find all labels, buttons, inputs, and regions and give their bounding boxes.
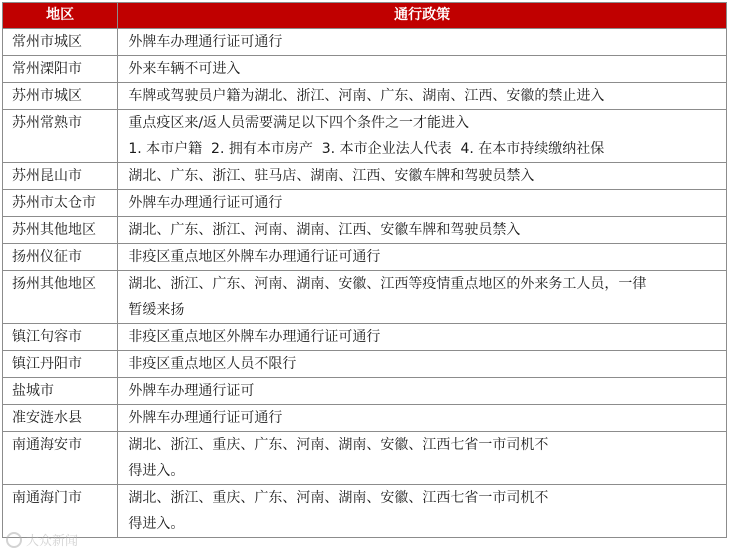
policy-cell: 外牌车办理通行证可 xyxy=(118,378,727,405)
table-row xyxy=(3,271,727,324)
table-row xyxy=(3,163,727,190)
region-cell: 苏州昆山市 xyxy=(3,163,118,190)
region-cell: 扬州仪征市 xyxy=(3,244,118,271)
policy-cell: 非疫区重点地区外牌车办理通行证可通行 xyxy=(118,244,727,271)
header-policy: 通行政策 xyxy=(118,3,727,29)
policy-cell: 湖北、广东、浙江、驻马店、湖南、江西、安徽车牌和驾驶员禁入 xyxy=(118,163,727,190)
policy-cell: 湖北、广东、浙江、河南、湖南、江西、安徽车牌和驾驶员禁入 xyxy=(118,217,727,244)
region-cell: 盐城市 xyxy=(3,378,118,405)
policy-cell: 外牌车办理通行证可通行 xyxy=(118,190,727,217)
region-cell: 常州市城区 xyxy=(3,29,118,56)
region-cell: 苏州常熟市 xyxy=(3,110,118,163)
header-row xyxy=(3,3,727,29)
table-row xyxy=(3,56,727,83)
table-row xyxy=(3,190,727,217)
table-row xyxy=(3,110,727,163)
region-cell: 准安涟水县 xyxy=(3,405,118,432)
watermark-text: 大众新闻 xyxy=(26,534,79,549)
region-cell: 南通海门市 xyxy=(3,485,118,538)
region-cell: 南通海安市 xyxy=(3,432,118,485)
table-row xyxy=(3,351,727,378)
table-row xyxy=(3,432,727,485)
policy-cell: 非疫区重点地区外牌车办理通行证可通行 xyxy=(118,324,727,351)
policy-cell: 湖北、浙江、重庆、广东、河南、湖南、安徽、江西七省一市司机不 得进入。 xyxy=(118,432,727,485)
table-row xyxy=(3,324,727,351)
region-cell: 镇江丹阳市 xyxy=(3,351,118,378)
policy-cell: 非疫区重点地区人员不限行 xyxy=(118,351,727,378)
policy-cell: 湖北、浙江、重庆、广东、河南、湖南、安徽、江西七省一市司机不 得进入。 xyxy=(118,485,727,538)
region-cell: 苏州市城区 xyxy=(3,83,118,110)
region-cell: 扬州其他地区 xyxy=(3,271,118,324)
policy-table xyxy=(2,2,727,538)
header-region: 地区 xyxy=(3,3,118,29)
policy-cell: 车牌或驾驶员户籍为湖北、浙江、河南、广东、湖南、江西、安徽的禁止进入 xyxy=(118,83,727,110)
region-cell: 镇江句容市 xyxy=(3,324,118,351)
policy-cell: 外牌车办理通行证可通行 xyxy=(118,405,727,432)
policy-cell: 重点疫区来/返人员需要满足以下四个条件之一才能进入 1. 本市户籍 2. 拥有本市房产 3. 本市企业法人代表 4. 在本市持续缴纳社保 xyxy=(118,110,727,163)
policy-cell: 外牌车办理通行证可通行 xyxy=(118,29,727,56)
table-row xyxy=(3,83,727,110)
table-row xyxy=(3,244,727,271)
table-row xyxy=(3,217,727,244)
circle-logo-icon xyxy=(6,532,22,548)
table-row xyxy=(3,378,727,405)
policy-cell: 湖北、浙江、广东、河南、湖南、安徽、江西等疫情重点地区的外来务工人员，一律 暂缓来扬 xyxy=(118,271,727,324)
table-row xyxy=(3,405,727,432)
region-cell: 常州溧阳市 xyxy=(3,56,118,83)
region-cell: 苏州其他地区 xyxy=(3,217,118,244)
table-row xyxy=(3,485,727,538)
region-cell: 苏州市太仓市 xyxy=(3,190,118,217)
watermark xyxy=(6,530,78,549)
table-row xyxy=(3,29,727,56)
policy-cell: 外来车辆不可进入 xyxy=(118,56,727,83)
